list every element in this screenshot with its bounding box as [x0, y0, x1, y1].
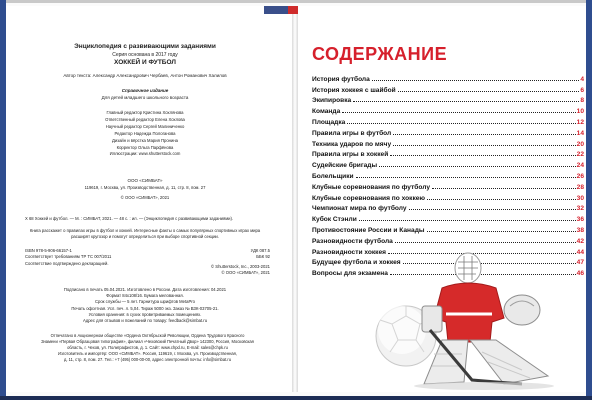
book-top-edge [0, 0, 592, 3]
udk-line: УДК 087.5 [250, 248, 270, 253]
contents-entry-label: Площадка [312, 118, 346, 126]
imprint-rights [150, 264, 270, 277]
contents-entry [312, 223, 584, 234]
print-line: Печать офсетная. Усл. печ. л. 5,04. Тираж 5000 экз. Заказ № ВЗК-03705-21. [71, 305, 219, 311]
imprint-bibliographic-record: Х 68 Хоккей и футбол. — М. : СИМБАТ, 2021. — 48 с. : ил. — (Энциклопедия с развивающими заданиями). [25, 216, 234, 221]
contents-heading: СОДЕРЖАНИЕ [312, 44, 448, 64]
contents-entry [312, 83, 584, 94]
contents-entry [312, 94, 584, 105]
printer-line: Изготовитель и импортёр: ООО «СИМБАТ». Россия, 119619, г. Москва, ул. Производственная, [58, 351, 237, 357]
imprint-series-note: Серия основана в 2017 году [112, 52, 178, 58]
cover-edge-right [586, 0, 592, 400]
contents-entry-page: 8 [580, 97, 584, 105]
imprint-address: 119619, г. Москва, ул. Производственная, д. 11, стр. 8, пом. 27 [84, 185, 206, 190]
contents-entry-page: 44 [576, 248, 584, 256]
printer-line: Отпечатано в Акционерном обществе «Ордена Октябрьской Революции, Ордена Трудового Красного [50, 333, 245, 338]
contents-entry-page: 20 [576, 140, 584, 148]
leader-dots [372, 80, 580, 81]
contents-entry-page: 6 [580, 86, 584, 94]
contents-entry-label: История футбола [312, 75, 370, 83]
leader-dots [395, 242, 576, 243]
contents-entry [312, 212, 584, 223]
contents-entry-label: Разновидности хоккея [312, 248, 386, 256]
contents-entry-page: 47 [576, 259, 584, 267]
imprint-credits [40, 110, 250, 158]
rights-line: © ООО «СИМБАТ», 2021 [221, 270, 270, 276]
book-gutter [292, 6, 298, 392]
credit-line: Главный редактор Кристина Хохлянова [106, 110, 184, 115]
contents-entry-label: Правила игры в хоккей [312, 151, 389, 159]
contents-entry-page: 36 [576, 216, 584, 224]
contents-entry-label: Судейские бригады [312, 162, 378, 170]
print-line: Условия хранения: в сухих проветриваемых помещениях. [88, 311, 202, 317]
imprint-printer-details [25, 333, 270, 363]
contents-entry-page: 10 [576, 108, 584, 116]
isbn-line: ISBN 978-5-906-66157-1 [25, 248, 72, 253]
print-line: Срок службы — 5 лет. Гарнитура шрифтов MetaPro [94, 299, 195, 305]
contents-entry-page: 24 [576, 162, 584, 170]
contents-entry [312, 126, 584, 137]
credit-line: Корректор Ольга Парфёнова [116, 144, 174, 150]
imprint-edition-type: Справочное издание [121, 88, 169, 93]
leader-dots [379, 166, 576, 167]
imprint-publisher: ООО «СИМБАТ» [127, 178, 163, 183]
rights-line: © Shutterstock, Inc., 2003-2021 [211, 264, 270, 269]
printer-line: д. 11, стр. 8, пом. 27. Тел.: +7 (495) 000-00-00, адрес электронной почты: info@simbat.ru [63, 357, 232, 363]
leader-dots [356, 177, 576, 178]
imprint-book-title: ХОККЕЙ И ФУТБОЛ [114, 59, 176, 66]
contents-entry [312, 115, 584, 126]
contents-entry-label: Клубные соревнования по футболу [312, 183, 430, 191]
leader-dots [409, 209, 576, 210]
isbn-line: Соответствует требованиям ТР ТС 007/2011 [25, 254, 112, 260]
imprint-audience: Для детей младшего школьного возраста [101, 95, 189, 100]
contents-entry-page: 38 [576, 226, 584, 234]
contents-entry [312, 202, 584, 213]
contents-entry [312, 104, 584, 115]
printer-line: область, г. Чехов, ул. Полиграфистов, д. 1. Сайт: www.chpd.ru, E-mail: sales@chpk.ru [67, 345, 228, 351]
imprint-print-details [30, 287, 260, 324]
contents-entry [312, 169, 584, 180]
contents-entry-page: 4 [580, 75, 584, 83]
bookmark-ribbon [264, 6, 288, 14]
contents-entry-label: Болельщики [312, 172, 354, 180]
imprint-authors: Автор текста: Александр Александрович Чербаев, Антон Романович Халилов [63, 73, 227, 78]
credit-line: Иллюстрации: www.shutterstock.com [109, 151, 181, 157]
print-line: Формат 84х108/16. Бумага мелованная. [106, 293, 184, 299]
leader-dots [432, 188, 576, 189]
cover-edge-bottom [0, 396, 592, 400]
print-line: Адрес для отзывов и пожеланий по товару: feedback@simbat.ru [82, 318, 208, 324]
contents-entry-label: Будущее футбола и хоккея [312, 259, 401, 267]
hockey-goalie-icon [414, 253, 554, 390]
contents-entry-label: Экипировка [312, 97, 352, 105]
contents-entry [312, 72, 584, 83]
leader-dots [393, 134, 575, 135]
contents-entry-page: 42 [576, 237, 584, 245]
leader-dots [398, 91, 580, 92]
contents-entry-page: 14 [576, 129, 584, 137]
contents-entry-label: Команда [312, 108, 341, 116]
contents-entry [312, 137, 584, 148]
imprint-isbn-block [25, 248, 165, 267]
hockey-goalie-and-ball-illustration [372, 244, 578, 390]
imprint-udk-block [200, 248, 270, 261]
contents-entry-page: 46 [576, 270, 584, 278]
credit-line: Редактор Надежда Пологанова [114, 130, 176, 136]
leader-dots [427, 199, 576, 200]
contents-entry-label: История хоккея с шайбой [312, 86, 396, 94]
contents-entry [312, 148, 584, 159]
contents-entry-label: Правила игры в футбол [312, 129, 392, 137]
contents-entry-label: Противостояние России и Канады [312, 226, 425, 234]
contents-entry-page: 32 [576, 205, 584, 213]
contents-entry-page: 26 [576, 172, 584, 180]
contents-entry-label: Клубные соревнования по хоккею [312, 194, 426, 202]
leader-dots [390, 155, 575, 156]
contents-entry-label: Кубок Стэнли [312, 216, 357, 224]
isbn-line: Соответствие подтверждено декларацией. [25, 260, 109, 266]
bbk-line: ББК 92 [256, 254, 270, 260]
credit-line: Ответственный редактор Елена Хохлова [105, 116, 185, 122]
contents-entry [312, 191, 584, 202]
contents-entry [312, 158, 584, 169]
credit-line: Дизайн и вёрстка Мария Пронина [112, 137, 178, 143]
imprint-copyright: © ООО «СИМБАТ», 2021 [120, 195, 170, 200]
credit-line: Научный редактор Сергей Малиниченко [105, 123, 185, 129]
print-line: Подписано в печать 05.04.2021. Изготовлено в России. Дата изготовления: 04.2021 [63, 287, 227, 292]
leader-dots [342, 112, 575, 113]
contents-entry-label: Чемпионат мира по футболу [312, 205, 407, 213]
contents-entry-page: 30 [576, 194, 584, 202]
printer-line: Знамени «Первая Образцовая типография», филиал «Чеховский Печатный Двор» 142300, Россия, Московская [41, 339, 254, 345]
leader-dots [359, 220, 576, 221]
leader-dots [347, 123, 575, 124]
contents-entry-page: 28 [576, 183, 584, 191]
contents-entry-page: 22 [576, 151, 584, 159]
imprint-series-title: Энциклопедия с развивающими заданиями [74, 43, 216, 50]
leader-dots [353, 101, 579, 102]
imprint-annotation: Книга расскажет о правилах игры в футбол и хоккей. Интересные факты о самых популярных спортивных играх мира расширят кругозор и помогут определиться при выборе спортивной секции. [29, 228, 261, 240]
contents-entry-label: Вопросы для экзамена [312, 270, 388, 278]
bookmark-ribbon-red [288, 6, 298, 14]
contents-entry [312, 180, 584, 191]
contents-entry-label: Разновидности футбола [312, 237, 393, 245]
contents-entry-page: 12 [576, 118, 584, 126]
leader-dots [393, 145, 576, 146]
leader-dots [427, 231, 576, 232]
contents-entry-label: Техника ударов по мячу [312, 140, 392, 148]
